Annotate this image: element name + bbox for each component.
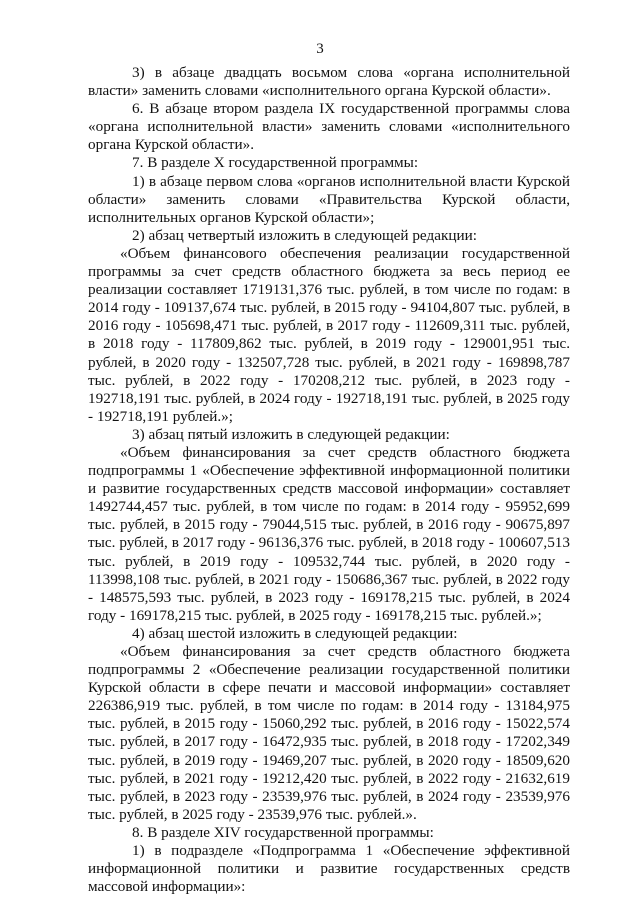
document-body xyxy=(88,64,570,896)
paragraph-point-6: 6. В абзаце втором раздела IX государственной программы слова «органа исполнительной власти» заменить словами «исполнительного органа Курской области». xyxy=(88,100,570,154)
paragraph-item-3-amend-28: 3) в абзаце двадцать восьмом слова «органа исполнительной власти» заменить словами «исполнительного органа Курской области». xyxy=(88,64,570,100)
paragraph-7-sub-4: 4) абзац шестой изложить в следующей редакции: xyxy=(132,624,458,642)
page-number: 3 xyxy=(316,41,324,57)
paragraph-7-sub-1: 1) в абзаце первом слова «органов исполнительной власти Курской области» заменить словами «Правительства Курской области, исполнительных органов Курской области»; xyxy=(88,172,570,226)
quote-subprogram-1-financing: «Объем финансирования за счет средств областного бюджета подпрограммы 1 «Обеспечение эффективной информационной политики и развитие государственных средств массовой информации» составляет 1492744,457 тыс. рублей, в том числе по годам: в 2014 году - 95952,699 тыс. рублей, в 2015 году - 79044,515 тыс. рублей, в 2016 году - 90675,897 тыс. рублей, в 2017 году - 96136,376 тыс. рублей, в 2018 году - 100607,513 тыс. рублей, в 2019 году - 109532,744 тыс. рублей, в 2020 году - 113998,108 тыс. рублей, в 2021 году - 150686,367 тыс. рублей, в 2022 году - 148575,593 тыс. рублей, в 2023 году - 169178,215 тыс. рублей, в 2024 году - 169178,215 тыс. рублей, в 2025 году - 169178,215 тыс. рублей.»; xyxy=(88,443,570,624)
quote-total-financing: «Объем финансового обеспечения реализации государственной программы за счет средств областного бюджета за весь период ее реализации составляет 1719131,376 тыс. рублей, в том числе по годам: в 2014 году - 109137,674 тыс. рублей, в 2015 году - 94104,807 тыс. рублей, в 2016 году - 105698,471 тыс. рублей, в 2017 году - 112609,311 тыс. рублей, в 2018 году - 117809,862 тыс. рублей, в 2019 году - 129001,951 тыс. рублей, в 2020 году - 132507,728 тыс. рублей, в 2021 году - 169898,787 тыс. рублей, в 2022 году - 170208,212 тыс. рублей, в 2023 году - 192718,191 тыс. рублей, в 2024 году - 192718,191 тыс. рублей, в 2025 году - 192718,191 рублей.»; xyxy=(88,244,570,425)
paragraph-point-7: 7. В разделе X государственной программы: xyxy=(132,154,419,172)
paragraph-8-sub-1: 1) в подразделе «Подпрограмма 1 «Обеспечение эффективной информационной политики и развитие государственных средств массовой информации»: xyxy=(88,842,570,896)
paragraph-7-sub-3: 3) абзац пятый изложить в следующей редакции: xyxy=(132,425,450,443)
paragraph-point-8: 8. В разделе XIV государственной программы: xyxy=(132,823,434,841)
paragraph-7-sub-2: 2) абзац четвертый изложить в следующей редакции: xyxy=(132,226,477,244)
quote-subprogram-2-financing: «Объем финансирования за счет средств областного бюджета подпрограммы 2 «Обеспечение реализации государственной политики Курской области в сфере печати и массовой информации» составляет 226386,919 тыс. рублей, в том числе по годам: в 2014 году - 13184,975 тыс. рублей, в 2015 году - 15060,292 тыс. рублей, в 2016 году - 15022,574 тыс. рублей, в 2017 году - 16472,935 тыс. рублей, в 2018 году - 17202,349 тыс. рублей, в 2019 году - 19469,207 тыс. рублей, в 2020 году - 18509,620 тыс. рублей, в 2021 году - 19212,420 тыс. рублей, в 2022 году - 21632,619 тыс. рублей, в 2023 году - 23539,976 тыс. рублей, в 2024 году - 23539,976 тыс. рублей, в 2025 году - 23539,976 тыс. рублей.». xyxy=(88,643,570,823)
